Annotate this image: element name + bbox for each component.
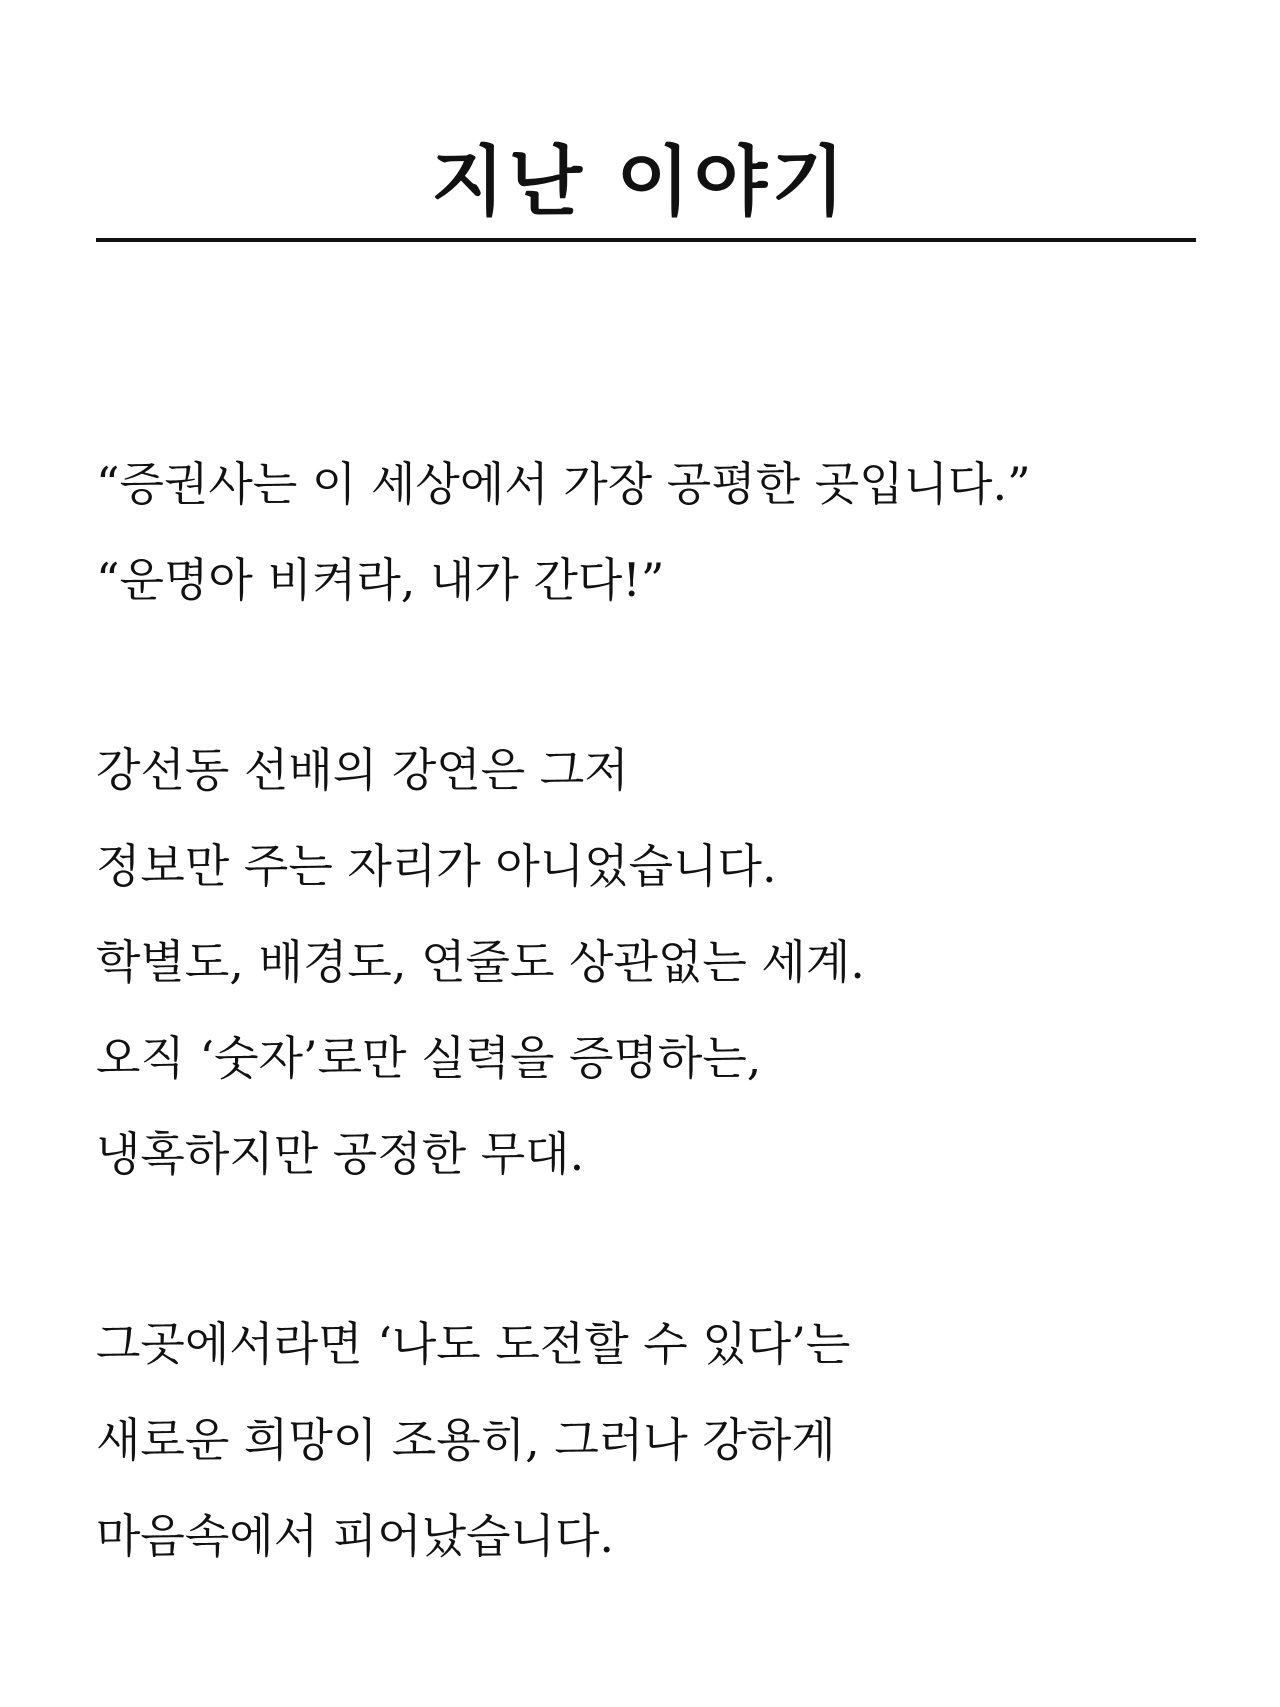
title-divider: [96, 238, 1196, 242]
text-line: 새로운 희망이 조용히, 그러나 강하게: [96, 1413, 836, 1467]
text-line: 그곳에서라면 ‘나도 도전할 수 있다’는: [96, 1317, 851, 1371]
text-line: “운명아 비켜라, 내가 간다!”: [96, 553, 665, 607]
paragraph-quotes: [96, 457, 1196, 652]
paragraph-gap: [96, 1226, 1196, 1320]
page-title: 지난 이야기: [431, 137, 849, 226]
text-line: 오직 ‘숫자’로만 실력을 증명하는,: [96, 1031, 762, 1085]
story-body: [96, 457, 1196, 1608]
paragraph-hope: [96, 1317, 1196, 1608]
paragraph-lecture: [96, 743, 1196, 1226]
text-line: 냉혹하지만 공정한 무대.: [96, 1127, 585, 1181]
text-line: 정보만 주는 자리가 아니었습니다.: [96, 839, 777, 893]
text-line: 학별도, 배경도, 연줄도 상관없는 세계.: [96, 935, 865, 989]
text-line: 강선동 선배의 강연은 그저: [96, 743, 629, 797]
text-line: “증권사는 이 세상에서 가장 공평한 곳입니다.”: [96, 457, 1031, 511]
text-line: 마음속에서 피어났습니다.: [96, 1509, 615, 1563]
paragraph-gap: [96, 652, 1196, 746]
